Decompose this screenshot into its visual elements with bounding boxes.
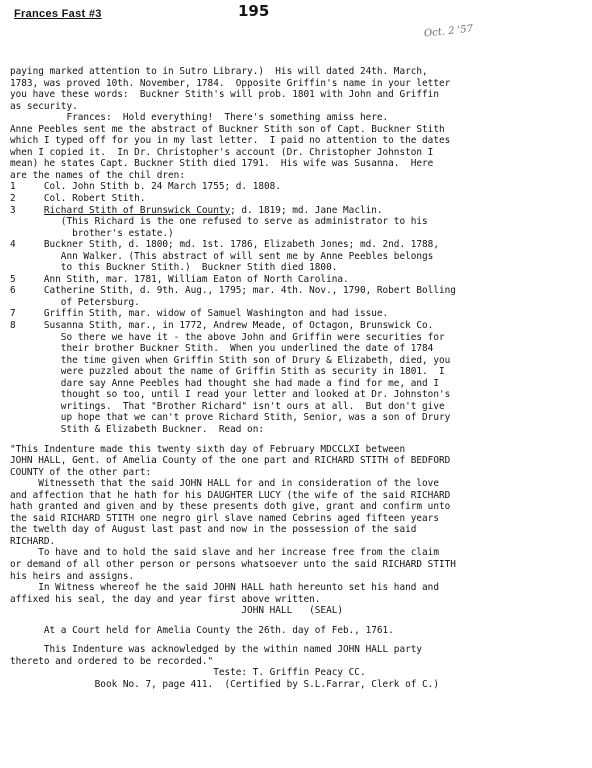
text-line: 8 Susanna Stith, mar., in 1772, Andrew Meade, of Octagon, Brunswick Co. (10, 320, 434, 332)
text-line: you have these words: Buckner Stith's will prob. 1801 with John and Griffin (10, 89, 439, 101)
text-line: So there we have it - the above John and Griffin were securities for (10, 331, 445, 343)
text-line: 6 Catherine Stith, d. 9th. Aug., 1795; mar. 4th. Nov., 1790, Robert Bolling (10, 285, 456, 297)
text-line: dare say Anne Peebles had thought she had made a find for me, and I (10, 377, 439, 389)
text-line: or demand of all other person or persons whatsoever unto the said RICHARD STITH (10, 558, 456, 570)
text-line: COUNTY of the other part: (10, 466, 152, 478)
text-line: their brother Buckner Stith. When you underlined the date of 1784 (10, 343, 434, 355)
underlined-name: Richard Stith of Brunswick County (43, 204, 231, 216)
text-line: 7 Griffin Stith, mar. widow of Samuel Washington and had issue. (10, 308, 389, 320)
text-line: paying marked attention to in Sutro Library.) His will dated 24th. March, (10, 66, 428, 77)
document-title: Frances Fast #3 (14, 8, 102, 20)
text-line: thereto and ordered to be recorded." (10, 655, 214, 667)
text-line: Book No. 7, page 411. (Certified by S.L.Farrar, Clerk of C.) (10, 678, 439, 690)
text-line: his heirs and assigns. (10, 570, 135, 582)
text-line: 1 Col. John Stith b. 24 March 1755; d. 1808. (10, 181, 281, 193)
text-line: Witnesseth that the said JOHN HALL for and in consideration of the love (10, 478, 439, 490)
blank-line (10, 636, 590, 644)
text-line: as security. (10, 100, 78, 112)
text-line: the time given when Griffin Stith son of Drury & Elizabeth, died, you (10, 354, 451, 366)
text-line: Anne Peebles sent me the abstract of Buckner Stith son of Capt. Buckner Stith (10, 123, 445, 135)
text-line: (This Richard is the one refused to serve as administrator to his (10, 216, 428, 228)
text-line: are the names of the chil dren: (10, 169, 185, 181)
text-line: 1783, was proved 10th. November, 1784. Opposite Griffin's name in your letter (10, 77, 451, 89)
text-line: 2 Col. Robert Stith. (10, 193, 146, 205)
text-line: up hope that we can't prove Richard Stith, Senior, was a son of Drury (10, 412, 451, 424)
text-line: writings. That "Brother Richard" isn't ours at all. But don't give (10, 400, 445, 412)
text-line: thought so too, until I read your letter and looked at Dr. Johnston's (10, 389, 451, 401)
text-line: Teste: T. Griffin Peacy CC. (10, 667, 366, 679)
text-line: when I copied it. In Dr. Christopher's account (Dr. Christopher Johnston I (10, 146, 434, 158)
text-line: the twelth day of August last past and now in the possession of the said (10, 524, 417, 536)
text-line: to this Buckner Stith.) Buckner Stith died 1800. (10, 262, 338, 274)
blank-line (10, 436, 590, 444)
text-line: which I typed off for you in my last letter. I paid no attention to the dates (10, 135, 451, 147)
text-line: In Witness whereof he the said JOHN HALL hath hereunto set his hand and (10, 582, 439, 594)
text-line: This Indenture was acknowledged by the within named JOHN HALL party (10, 644, 423, 656)
text-line: of Petersburg. (10, 296, 140, 308)
text-line: and affection that he hath for his DAUGHTER LUCY (the wife of the said RICHARD (10, 489, 451, 501)
page-number: 195 (238, 2, 270, 20)
text-line: Frances: Hold everything! There's something amiss here. (10, 112, 389, 124)
text-line: 4 Buckner Stith, d. 1800; md. 1st. 1786, Elizabeth Jones; md. 2nd. 1788, (10, 239, 439, 251)
text-line: mean) he states Capt. Buckner Stith died 1791. His wife was Susanna. Here (10, 158, 434, 170)
letter-body (10, 66, 590, 690)
text-line: To have and to hold the said slave and her increase free from the claim (10, 547, 439, 559)
text-line: 3 Richard Stith of Brunswick County; d. 1819; md. Jane Maclin. (10, 204, 383, 216)
text-line: the said RICHARD STITH one negro girl slave named Cebrins aged fifteen years (10, 512, 439, 524)
text-line: affixed his seal, the day and year first above written. (10, 593, 321, 605)
text-line: At a Court held for Amelia County the 26th. day of Feb., 1761. (10, 624, 394, 636)
handwritten-date-note: Oct. 2 '57 (423, 23, 474, 40)
text-line: were puzzled about the name of Griffin Stith as security in 1801. I (10, 366, 445, 378)
text-line: 5 Ann Stith, mar. 1781, William Eaton of North Carolina. (10, 273, 349, 285)
text-line: "This Indenture made this twenty sixth day of February MDCCLXI between (10, 443, 406, 455)
text-line: brother's estate.) (10, 227, 174, 239)
text-line: hath granted and given and by these presents doth give, grant and confirm unto (10, 501, 451, 513)
text-line: RICHARD. (10, 535, 56, 547)
text-line: JOHN HALL (SEAL) (10, 605, 344, 617)
blank-line (10, 617, 590, 625)
text-line: JOHN HALL, Gent. of Amelia County of the one part and RICHARD STITH of BEDFORD (10, 455, 451, 467)
text-line: Stith & Elizabeth Buckner. Read on: (10, 423, 264, 435)
text-line: Ann Walker. (This abstract of will sent me by Anne Peebles belongs (10, 250, 434, 262)
